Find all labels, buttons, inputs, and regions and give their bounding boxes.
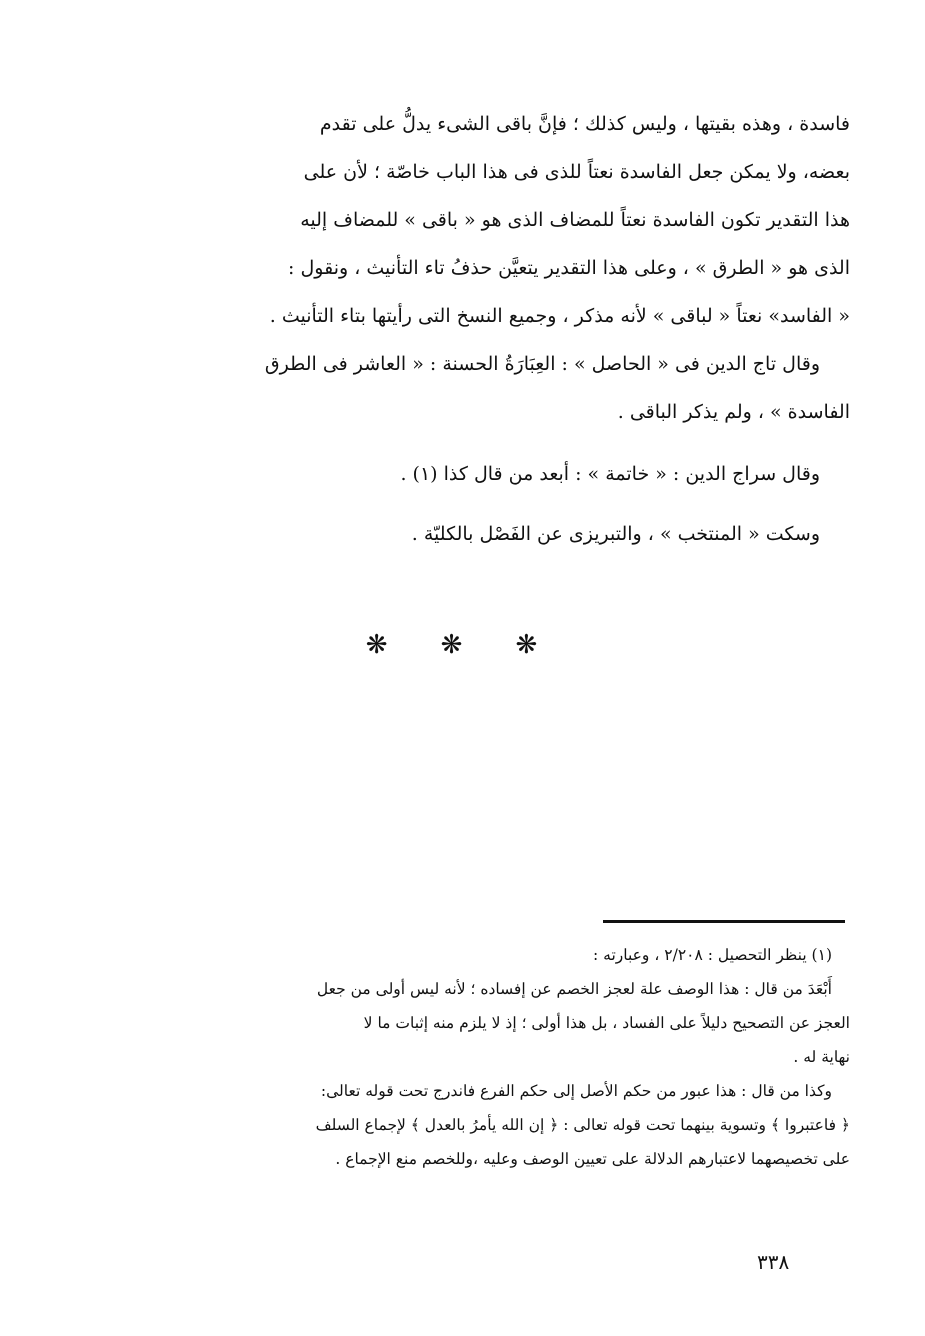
footnote-divider: [603, 920, 845, 923]
text-line: « الفاسد» نعتاً « لباقى » لأنه مذكر ، وجميع النسخ التى رأيتها بتاء التأنيث .: [269, 305, 850, 327]
text-line: بعضه، ولا يمكن جعل الفاسدة نعتاً للذى فى هذا الباب خاصّة ؛ لأن على: [303, 161, 850, 183]
footnote-line: على تخصيصهما لاعتبارهم الدلالة على تعيين الوصف وعليه ،وللخصم منع الإجماع .: [335, 1150, 850, 1168]
text-line: وقال تاج الدين فى « الحاصل » : العِبَارَةُ الحسنة : « العاشر فى الطرق: [264, 353, 820, 375]
footnote-line: العجز عن التصحيح دليلاً على الفساد ، بل هذا أولى ؛ إذ لا يلزم منه إثبات ما لا: [363, 1014, 850, 1032]
paragraph-3: [145, 450, 850, 498]
text-line: الذى هو « الطرق » ، وعلى هذا التقدير يتعيَّن حذفُ تاء التأنيث ، ونقول :: [288, 257, 850, 279]
text-line: هذا التقدير تكون الفاسدة نعتاً للمضاف الذى هو « باقى » للمضاف إليه: [300, 209, 850, 231]
footnote-line: أَبْعَدَ من قال : هذا الوصف علة لعجز الخصم عن إفساده ؛ لأنه ليس أولى من جعل: [316, 980, 832, 998]
section-separator: ❋ ❋ ❋: [365, 630, 560, 660]
paragraph-1: [145, 100, 850, 340]
footnotes: [135, 938, 850, 1176]
paragraph-4: [145, 510, 850, 558]
footnote-line: نهاية له .: [793, 1048, 850, 1066]
page-number: ٣٣٨: [757, 1250, 790, 1274]
text-line: الفاسدة » ، ولم يذكر الباقى .: [617, 401, 850, 423]
text-line: وسكت « المنتخب » ، والتبريزى عن الفَصْل بالكليّة .: [411, 523, 820, 545]
footnote-line: وكذا من قال : هذا عبور من حكم الأصل إلى حكم الفرع فاندرج تحت قوله تعالى:: [320, 1082, 832, 1100]
text-line: وقال سراج الدين : « خاتمة » : أبعد من قال كذا (١) .: [400, 463, 820, 485]
footnote-line: ﴿ فاعتبروا ﴾ وتسوية بينهما تحت قوله تعالى : ﴿ إن الله يأمرُ بالعدل ﴾ لإجماع السلف: [315, 1116, 850, 1134]
paragraph-2: [145, 340, 850, 436]
footnote-line: (١) ينظر التحصيل : ٢/٢٠٨ ، وعبارته :: [593, 946, 832, 964]
text-line: فاسدة ، وهذه بقيتها ، وليس كذلك ؛ فإنَّ باقى الشىء يدلُّ على تقدم: [319, 113, 850, 135]
